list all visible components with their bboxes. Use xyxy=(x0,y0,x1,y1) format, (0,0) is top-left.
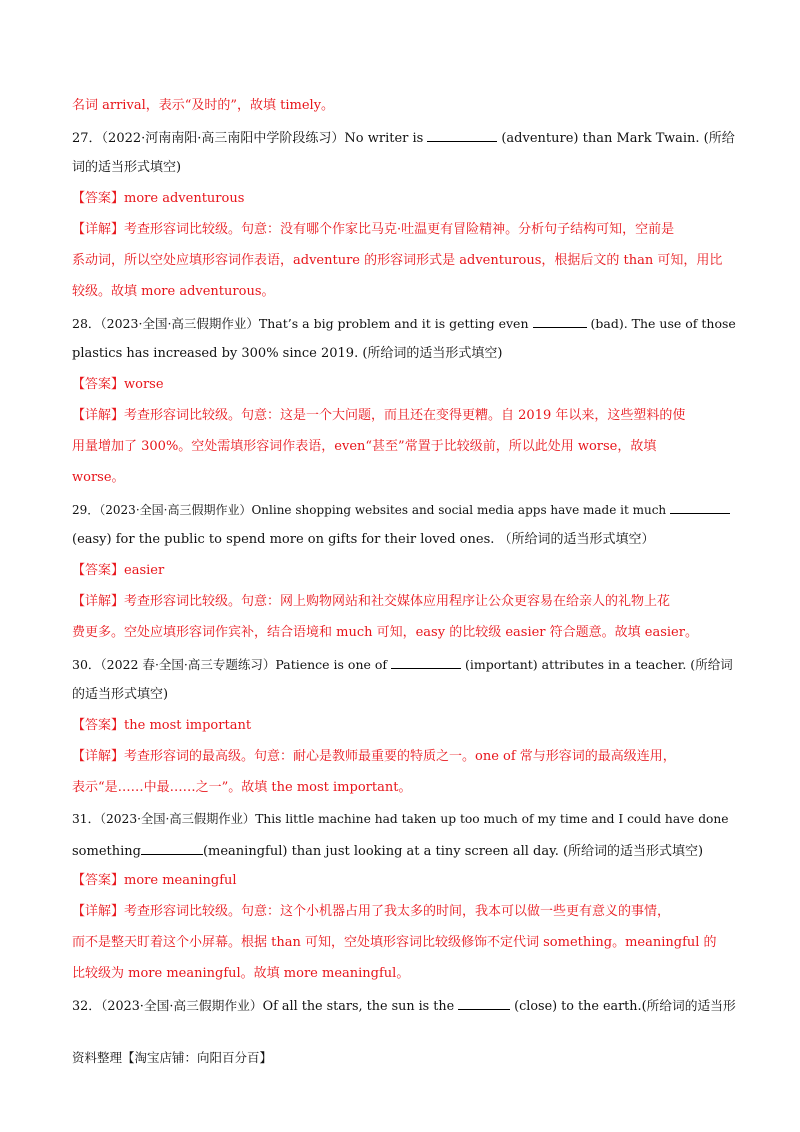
answer-tag: 【答案】 xyxy=(72,377,125,392)
question-30-answer xyxy=(72,717,740,735)
question-source: （2022 春·全国·高三专题练习） xyxy=(100,657,276,672)
question-27-detail xyxy=(72,221,740,239)
question-source: （2023·全国·高三假期作业） xyxy=(100,316,259,331)
detail-text: 考查形容词比较级。句意：没有哪个作家比马克·吐温更有冒险精神。分析句子结构可知，空前是 xyxy=(124,222,675,237)
answer-tag: 【答案】 xyxy=(72,718,125,733)
question-32-stem xyxy=(72,996,740,1016)
answer-blank xyxy=(670,500,730,514)
question-source: （2023·全国·高三假期作业） xyxy=(99,812,256,826)
question-number: 29． xyxy=(72,503,100,517)
question-31-stem-line2 xyxy=(72,841,740,861)
question-28-answer xyxy=(72,376,740,394)
stem-text: (adventure) than Mark Twain. (所给 xyxy=(501,131,735,146)
answer-text: worse xyxy=(124,377,164,392)
question-30-detail xyxy=(72,748,740,766)
question-27-stem xyxy=(72,128,740,148)
detail-text: 表示“是……中最……之一”。故填 the most important。 xyxy=(72,780,412,795)
question-31-detail xyxy=(72,903,740,921)
stem-text: (bad). The use of those xyxy=(590,316,736,331)
answer-text: more adventurous xyxy=(124,191,245,206)
question-27-stem-line2: 词的适当形式填空) xyxy=(72,160,182,175)
stem-text: (important) attributes in a teacher. (所给词 xyxy=(465,657,733,672)
answer-blank xyxy=(391,655,461,669)
detail-tag: 【详解】 xyxy=(72,594,125,609)
stem-text: Online shopping websites and social media apps have made it much xyxy=(251,503,667,517)
detail-text: 系动词，所以空处应填形容词作表语，adventure 的形容词形式是 adventurous，根据后文的 than 可知，用比 xyxy=(72,253,723,268)
answer-blank xyxy=(458,996,510,1010)
question-29-detail xyxy=(72,593,740,611)
detail-text: 考查形容词的最高级。句意：耐心是教师最重要的特质之一。one of 常与形容词的最高级连用， xyxy=(124,749,676,764)
detail-text: 考查形容词比较级。句意：网上购物网站和社交媒体应用程序让公众更容易在给亲人的礼物上花 xyxy=(124,594,671,609)
stem-text: Patience is one of xyxy=(275,657,388,672)
question-number: 27． xyxy=(72,131,102,146)
detail-tag: 【详解】 xyxy=(72,904,125,919)
detail-tag: 【详解】 xyxy=(72,749,125,764)
question-source: （2022·河南南阳·高三南阳中学阶段练习） xyxy=(101,131,345,146)
question-30-stem xyxy=(72,655,740,674)
answer-text: the most important xyxy=(124,718,252,733)
answer-blank xyxy=(141,841,203,855)
stem-text: something xyxy=(72,844,141,859)
answer-tag: 【答案】 xyxy=(72,873,125,888)
answer-tag: 【答案】 xyxy=(72,563,125,578)
page-footer: 资料整理【淘宝店铺：向阳百分百】 xyxy=(72,1050,273,1065)
detail-text: 考查形容词比较级。句意：这是一个大问题，而且还在变得更糟。自 2019 年以来，这些塑料的使 xyxy=(124,408,686,423)
question-number: 32． xyxy=(72,999,101,1014)
question-number: 30． xyxy=(72,657,101,672)
detail-text: 用量增加了 300%。空处需填形容词作表语，even“甚至”常置于比较级前，所以此处用 worse，故填 xyxy=(72,439,657,454)
stem-text: Of all the stars, the sun is the xyxy=(262,999,455,1014)
question-30-stem-line2: 的适当形式填空) xyxy=(72,687,169,702)
detail-text: 比较级为 more meaningful。故填 more meaningful。 xyxy=(72,966,410,981)
detail-text: worse。 xyxy=(72,470,125,485)
question-29-stem xyxy=(72,500,740,519)
answer-blank xyxy=(427,128,497,142)
question-source: （2023·全国·高三假期作业） xyxy=(100,999,263,1014)
question-27-answer xyxy=(72,190,740,208)
question-31-stem xyxy=(72,810,740,828)
stem-text: (meaningful) than just looking at a tiny screen all day. (所给词的适当形式填空) xyxy=(202,844,704,859)
answer-blank xyxy=(533,314,587,328)
question-source: （2023·全国·高三假期作业） xyxy=(99,503,252,517)
question-28-detail xyxy=(72,407,740,425)
stem-text: This little machine had taken up too much of my time and I could have done xyxy=(255,812,729,826)
stem-text: That’s a big problem and it is getting even xyxy=(258,316,529,331)
detail-text: 而不是整天盯着这个小屏幕。根据 than 可知，空处填形容词比较级修饰不定代词 something。meaningful 的 xyxy=(72,935,717,950)
intro-line: 名词 arrival，表示“及时的”，故填 timely。 xyxy=(72,98,335,113)
answer-tag: 【答案】 xyxy=(72,191,125,206)
detail-tag: 【详解】 xyxy=(72,408,125,423)
answer-text: more meaningful xyxy=(124,873,237,888)
stem-text: No writer is xyxy=(344,131,424,146)
question-28-stem-line2: plastics has increased by 300% since 2019. (所给词的适当形式填空) xyxy=(72,346,503,361)
detail-tag: 【详解】 xyxy=(72,222,125,237)
detail-text: 考查形容词比较级。句意：这个小机器占用了我太多的时间，我本可以做一些更有意义的事情， xyxy=(124,904,671,919)
question-29-answer xyxy=(72,562,740,580)
detail-text: 费更多。空处应填形容词作宾补，结合语境和 much 可知，easy 的比较级 easier 符合题意。故填 easier。 xyxy=(72,625,698,640)
answer-text: easier xyxy=(124,563,165,578)
question-number: 28． xyxy=(72,316,101,331)
detail-text: 较级。故填 more adventurous。 xyxy=(72,284,275,299)
question-31-answer xyxy=(72,872,740,890)
stem-text: (close) to the earth.(所给词的适当形 xyxy=(514,999,736,1014)
question-28-stem xyxy=(72,314,740,333)
question-29-stem-line2: (easy) for the public to spend more on gifts for their loved ones. （所给词的适当形式填空） xyxy=(72,532,655,547)
question-number: 31． xyxy=(72,812,100,826)
